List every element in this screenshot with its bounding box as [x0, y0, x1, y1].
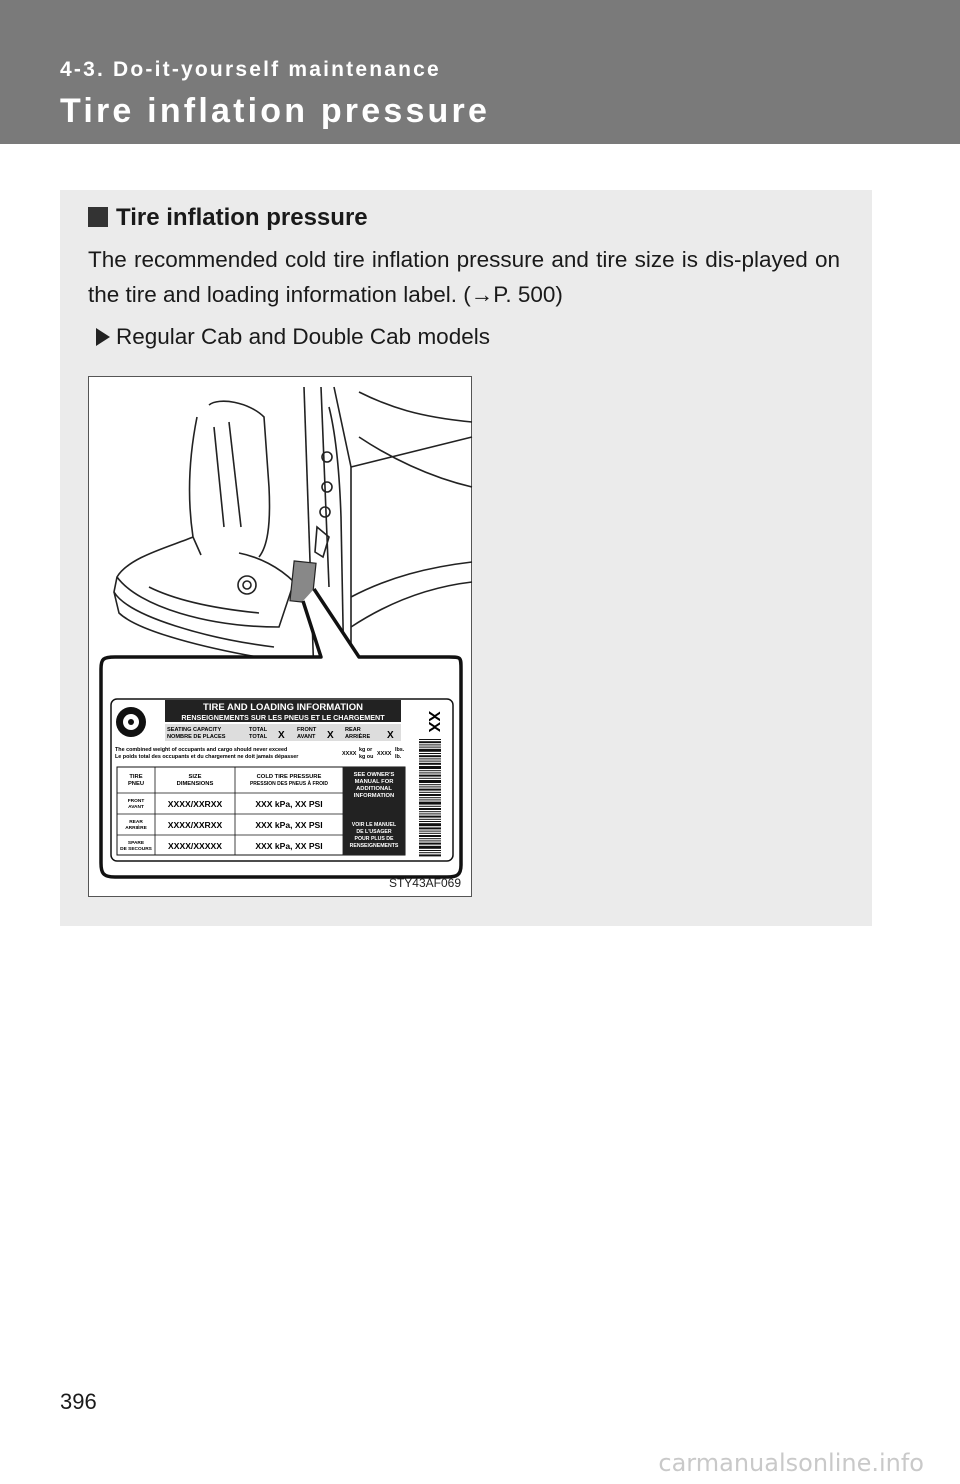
barcode-bar: [419, 792, 441, 793]
door-jamb-drawing: [89, 377, 473, 898]
svg-text:FRONT: FRONT: [297, 727, 317, 733]
barcode-bar: [419, 784, 441, 785]
barcode-bar: [419, 840, 441, 841]
body-paragraph: The recommended cold tire inflation pressure and tire size is dis-played on the tire and loading information label. (→P. 500): [88, 247, 840, 307]
barcode-bar: [419, 786, 441, 787]
svg-text:DIMENSIONS: DIMENSIONS: [176, 781, 214, 787]
barcode-bar: [419, 838, 441, 839]
wheel-center-icon: [128, 719, 134, 725]
label-subtitle: RENSEIGNEMENTS SUR LES PNEUS ET LE CHARGEMENT: [181, 713, 385, 722]
svg-text:VOIR LE MANUEL: VOIR LE MANUEL: [351, 822, 397, 828]
barcode-bar: [419, 823, 441, 826]
barcode-bar: [419, 739, 441, 740]
svg-text:SPARE: SPARE: [127, 841, 145, 846]
barcode-bar: [419, 835, 441, 837]
barcode-bar: [419, 744, 441, 745]
svg-text:ADDITIONAL: ADDITIONAL: [356, 786, 392, 792]
model-bullet: Regular Cab and Double Cab models: [96, 324, 490, 350]
svg-text:AVANT: AVANT: [297, 734, 316, 740]
svg-text:REAR: REAR: [129, 820, 143, 825]
barcode-bar: [419, 821, 441, 822]
barcode-bar: [419, 833, 441, 834]
svg-text:ARRIÈRE: ARRIÈRE: [345, 734, 371, 740]
barcode-bar: [419, 827, 441, 829]
barcode-bar: [419, 802, 441, 805]
barcode: [419, 739, 441, 856]
svg-text:AVANT: AVANT: [128, 805, 144, 810]
svg-text:XXXX: XXXX: [342, 751, 357, 757]
chapter-header: [0, 0, 960, 144]
barcode-bar: [419, 816, 441, 818]
page-title: Tire inflation pressure: [60, 92, 491, 130]
svg-text:PNEU: PNEU: [127, 781, 145, 787]
barcode-bar: [419, 758, 441, 759]
figure-code: STY43AF069: [388, 876, 461, 890]
weight-warning-fr: Le poids total des occupants et du chargement ne doit jamais dépasser: [115, 754, 299, 760]
barcode-bar: [419, 852, 441, 853]
barcode-bar: [419, 808, 441, 810]
svg-text:XXX kPa, XX PSI: XXX kPa, XX PSI: [255, 799, 323, 809]
label-title: TIRE AND LOADING INFORMATION: [203, 702, 363, 713]
barcode-bar: [419, 741, 441, 743]
barcode-bar: [419, 789, 441, 791]
barcode-bar: [419, 753, 441, 754]
barcode-bar: [419, 813, 441, 814]
svg-text:X: X: [387, 730, 394, 741]
svg-text:XXXX: XXXX: [377, 751, 392, 757]
barcode-bar: [419, 799, 441, 800]
svg-text:X: X: [327, 730, 334, 741]
barcode-bar: [419, 778, 441, 779]
svg-text:RENSEIGNEMENTS: RENSEIGNEMENTS: [349, 843, 399, 849]
svg-text:REAR: REAR: [345, 727, 361, 733]
square-bullet-icon: [88, 207, 108, 227]
svg-text:lbs.: lbs.: [395, 747, 405, 753]
barcode-bar: [419, 811, 441, 812]
svg-text:kg ou: kg ou: [359, 754, 374, 760]
svg-text:XXXX/XXRXX: XXXX/XXRXX: [167, 799, 223, 809]
svg-text:MANUAL FOR: MANUAL FOR: [354, 779, 394, 785]
label-code: XX: [425, 711, 442, 733]
barcode-bar: [419, 797, 441, 798]
page-number: 396: [60, 1389, 97, 1414]
triangle-bullet-icon: [96, 328, 110, 346]
svg-text:XXXX/XXXXX: XXXX/XXXXX: [168, 841, 222, 851]
svg-text:SEE OWNER'S: SEE OWNER'S: [353, 772, 395, 778]
barcode-bar: [419, 747, 441, 748]
barcode-bar: [419, 794, 441, 796]
svg-text:SEATING CAPACITY: SEATING CAPACITY: [167, 727, 222, 733]
barcode-bar: [419, 846, 441, 849]
barcode-bar: [419, 770, 441, 771]
barcode-bar: [419, 819, 441, 820]
barcode-bar: [419, 780, 441, 783]
tire-label-illustration: [88, 376, 472, 897]
svg-text:PRESSION DES PNEUS À FROID: PRESSION DES PNEUS À FROID: [249, 781, 329, 787]
barcode-bar: [419, 854, 441, 856]
svg-text:X: X: [278, 730, 285, 741]
barcode-bar: [419, 772, 441, 773]
svg-text:TOTAL: TOTAL: [249, 727, 268, 733]
barcode-bar: [419, 806, 441, 807]
barcode-bar: [419, 843, 441, 845]
barcode-bar: [419, 761, 441, 762]
barcode-bar: [419, 850, 441, 851]
barcode-bar: [419, 763, 441, 765]
svg-text:SIZE: SIZE: [188, 774, 202, 780]
svg-text:DE L'USAGER: DE L'USAGER: [356, 829, 392, 835]
svg-text:POUR PLUS DE: POUR PLUS DE: [354, 836, 394, 842]
barcode-bar: [419, 749, 441, 752]
svg-text:lb.: lb.: [395, 754, 402, 760]
svg-text:XXX kPa, XX PSI: XXX kPa, XX PSI: [255, 841, 323, 851]
barcode-bar: [419, 831, 441, 832]
svg-text:XXX kPa, XX PSI: XXX kPa, XX PSI: [255, 820, 323, 830]
subheading: Tire inflation pressure: [88, 204, 368, 232]
weight-warning-en: The combined weight of occupants and cargo should never exceed: [115, 747, 288, 753]
barcode-bar: [419, 775, 441, 777]
barcode-bar: [419, 755, 441, 757]
svg-text:TIRE: TIRE: [129, 774, 143, 780]
barcode-bar: [419, 766, 441, 769]
svg-text:kg or: kg or: [359, 747, 373, 753]
svg-text:FRONT: FRONT: [127, 799, 145, 804]
seat-drawing: [114, 401, 294, 659]
svg-text:DE SECOURS: DE SECOURS: [120, 847, 152, 852]
svg-text:ARRIÈRE: ARRIÈRE: [125, 826, 147, 831]
svg-text:NOMBRE DE PLACES: NOMBRE DE PLACES: [167, 734, 226, 740]
svg-text:XXXX/XXRXX: XXXX/XXRXX: [167, 820, 223, 830]
svg-text:COLD TIRE PRESSURE: COLD TIRE PRESSURE: [256, 774, 322, 780]
section-label: 4-3. Do-it-yourself maintenance: [60, 58, 441, 81]
svg-text:TOTAL: TOTAL: [249, 734, 268, 740]
watermark: carmanualsonline.info: [658, 1449, 924, 1477]
svg-text:INFORMATION: INFORMATION: [353, 793, 395, 799]
